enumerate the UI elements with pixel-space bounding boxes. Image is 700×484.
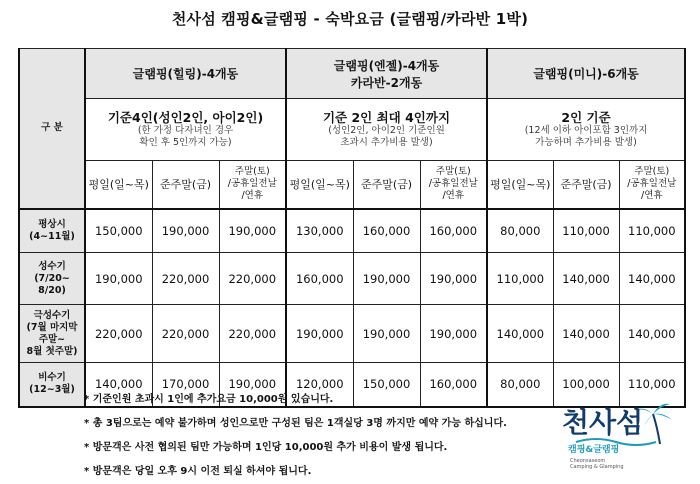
price-cell: 140,000 [553, 305, 619, 363]
weekend-line: /연휴 [641, 190, 663, 202]
logo-subtitle: 캠핑&글램핑 [568, 445, 620, 455]
price-cell: 150,000 [85, 209, 152, 253]
section-label-cell [19, 49, 85, 209]
logo-name: 천사섬 [562, 406, 644, 439]
basis-subtext: 확인 후 5인까지 가능) [139, 137, 232, 148]
basis-cell-healing [85, 99, 286, 161]
basis-subtext: 초과시 추가비용 발생) [340, 137, 433, 148]
category-name: 글램핑(힐링)-4개동 [132, 67, 239, 81]
season-label [19, 209, 85, 253]
season-row [19, 209, 685, 253]
note-item: * 총 3팀으로는 예약 불가하며 성인으로만 구성된 팀은 1객실당 3명 까지만 예약 가능 하십니다. [84, 418, 507, 429]
price-cell: 170,000 [152, 363, 219, 407]
category-name-line2: 카라반-2개동 [350, 75, 423, 90]
price-cell: 130,000 [286, 209, 353, 253]
price-cell: 190,000 [420, 305, 487, 363]
price-cell: 190,000 [420, 253, 487, 305]
price-cell: 190,000 [219, 363, 286, 407]
basis-cell-angel [286, 99, 487, 161]
weekend-line: 주말(토) [634, 166, 670, 178]
note-item: * 기준인원 초과시 1인에 추가요금 10,000원 있습니다. [84, 394, 334, 405]
day-header-weekday: 평일(일~목) [85, 161, 152, 209]
category-header-angel [286, 49, 487, 99]
season-label-line: 평상시 [38, 218, 66, 230]
day-header-friday: 준주말(금) [152, 161, 219, 209]
weekend-line: /공휴일전날 [627, 178, 677, 190]
category-name: 글램핑(미니)-6개동 [533, 67, 639, 81]
day-header-friday: 준주말(금) [353, 161, 420, 209]
weekend-line: /공휴일전날 [227, 178, 277, 190]
season-label-line: 극성수기 [33, 309, 71, 321]
weekend-line: /공휴일전날 [428, 178, 478, 190]
price-cell: 220,000 [152, 253, 219, 305]
season-label-line: 성수기 [38, 260, 66, 272]
price-cell: 140,000 [619, 305, 685, 363]
season-label-line: (4~11월) [29, 230, 75, 242]
price-cell: 140,000 [487, 305, 553, 363]
price-cell: 190,000 [85, 253, 152, 305]
season-label-line: 8월 첫주말) [26, 345, 78, 357]
basis-subtext: (12세 이하 아이포함 3인까지 [524, 125, 648, 136]
price-cell: 160,000 [353, 209, 420, 253]
basis-text: 2인 기준 [561, 110, 611, 125]
note-item: * 방문객은 당일 오후 9시 이전 퇴실 하셔야 됩니다. [84, 466, 312, 477]
price-cell: 220,000 [85, 305, 152, 363]
day-header-weekend [619, 161, 685, 209]
price-cell: 100,000 [553, 363, 619, 407]
category-header-mini [487, 49, 685, 99]
price-cell: 140,000 [553, 253, 619, 305]
rate-table [18, 48, 686, 408]
price-cell: 220,000 [152, 305, 219, 363]
season-label [19, 363, 85, 407]
season-label-line: 8/20) [38, 284, 66, 296]
price-cell: 160,000 [420, 363, 487, 407]
price-cell: 80,000 [487, 209, 553, 253]
weekend-line: /연휴 [442, 190, 465, 202]
weekend-line: /연휴 [241, 190, 264, 202]
day-header-friday: 준주말(금) [553, 161, 619, 209]
price-cell: 150,000 [353, 363, 420, 407]
season-label-line: 주말~ [38, 333, 66, 345]
brand-logo-graphic [556, 392, 676, 472]
basis-subtext: (성인2인, 아이2인 기준인원 [328, 125, 445, 136]
price-cell: 110,000 [553, 209, 619, 253]
basis-subtext: 가능하며 추가비용 발생) [535, 137, 637, 148]
price-cell: 190,000 [152, 209, 219, 253]
price-cell: 140,000 [619, 253, 685, 305]
price-cell: 190,000 [353, 253, 420, 305]
season-label-line: (7월 마지막 [26, 321, 78, 333]
price-cell: 190,000 [286, 305, 353, 363]
season-label-line: (7/20~ [34, 272, 70, 284]
weekend-line: 주말(토) [435, 166, 471, 178]
price-cell: 140,000 [85, 363, 152, 407]
category-header-healing [85, 49, 286, 99]
price-cell: 160,000 [286, 253, 353, 305]
price-cell: 160,000 [420, 209, 487, 253]
season-row [19, 305, 685, 363]
day-header-weekend [219, 161, 286, 209]
day-header-weekday: 평일(일~목) [487, 161, 553, 209]
logo-tagline: Cheonsaseom [570, 458, 606, 464]
brand-logo [556, 392, 676, 472]
price-cell: 220,000 [219, 253, 286, 305]
weekend-line: 주말(토) [234, 166, 270, 178]
season-label-line: 비수기 [38, 372, 66, 384]
note-item: * 방문객은 사전 협의된 팀만 가능하며 1인당 10,000원 추가 비용이 발생 됩니다. [84, 442, 448, 453]
season-row [19, 253, 685, 305]
season-label [19, 305, 85, 363]
day-header-weekend [420, 161, 487, 209]
logo-tagline: Camping & Glamping [570, 464, 624, 470]
basis-cell-mini [487, 99, 685, 161]
price-cell: 80,000 [487, 363, 553, 407]
price-cell: 110,000 [619, 209, 685, 253]
notes-list [84, 388, 564, 484]
price-cell: 190,000 [219, 209, 286, 253]
day-header-weekday: 평일(일~목) [286, 161, 353, 209]
page-title: 천사섬 캠핑&글램핑 - 숙박요금 (글램핑/카라반 1박) [171, 10, 529, 28]
basis-text: 기준4인(성인2인, 아이2인) [107, 110, 264, 125]
price-cell: 120,000 [286, 363, 353, 407]
price-cell: 190,000 [353, 305, 420, 363]
category-name: 글램핑(엔젤)-4개동 [333, 58, 440, 73]
price-cell: 220,000 [219, 305, 286, 363]
price-cell: 110,000 [487, 253, 553, 305]
season-label-line: (12~3월) [29, 384, 75, 396]
basis-text: 기준 2인 최대 4인까지 [322, 110, 451, 125]
price-cell: 110,000 [619, 363, 685, 407]
season-label [19, 253, 85, 305]
section-label: 구 분 [41, 122, 63, 134]
basis-subtext: (한 가정 다자녀인 경우 [137, 125, 234, 136]
